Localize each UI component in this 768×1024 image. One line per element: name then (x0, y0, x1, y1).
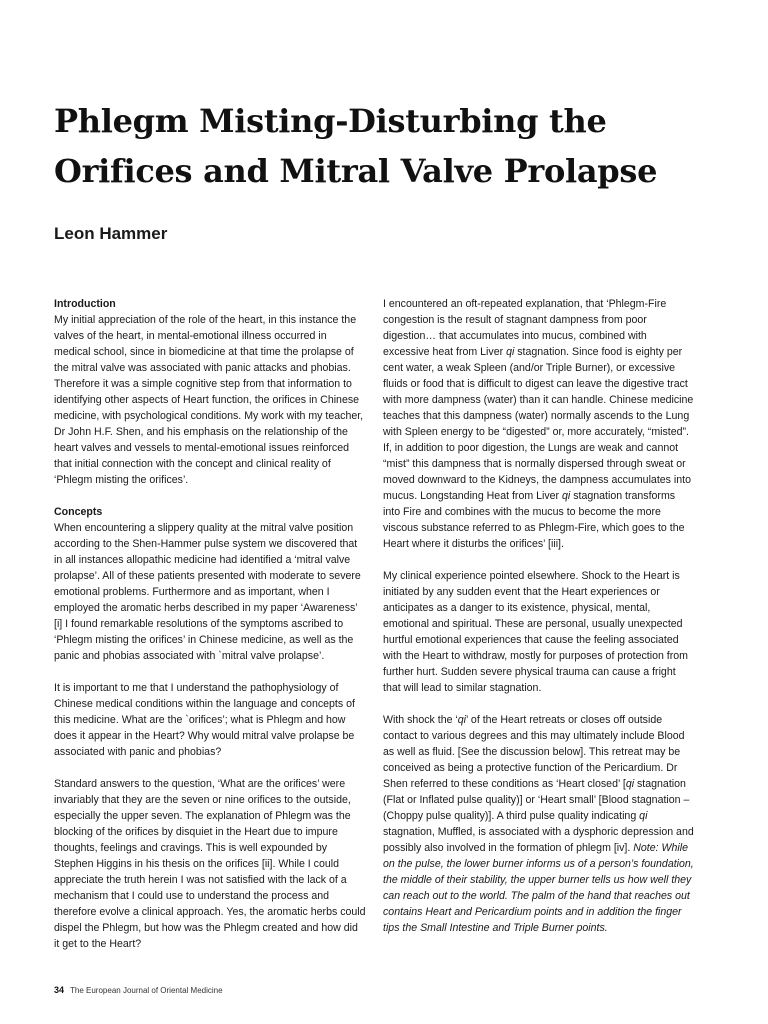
italic-term: qi (625, 778, 635, 790)
italic-note: Note: While on the pulse, the lower burner informs us of a person’s foundation, the middle of their stability, the upper burner tells us how well they can reach out to the world. The palm of the hand that reaches out contains Heart and Pericardium points and in addition the finger tips the Small Intestine and Triple Burner points. (383, 842, 694, 934)
text-run: stagnation (Flat or Inflated pulse quality)] or ‘Heart small’ [Blood stagnation – (Choppy pulse quality)]. A third pulse quality indicating (383, 778, 690, 822)
page-footer (54, 985, 223, 995)
italic-term: qi (457, 714, 467, 726)
text-run: With shock the ‘ (383, 714, 458, 726)
paragraph (383, 296, 695, 552)
paragraph: My clinical experience pointed elsewhere. Shock to the Heart is initiated by any sudden event that the Heart experiences or anticipates as a danger to its existence, physical, mental, emotional and spiritual. These are personal, usually unexpected hurtful emotional experiences that cause the feeling associated with the Heart to withdraw, mostly for purposes of protection from further hurt. Sudden severe physical trauma can cause a fright that will lead to similar stagnation. (383, 570, 688, 694)
paragraph: Standard answers to the question, ‘What are the orifices’ were invariably that they are the seven or nine orifices to the outside, especially the upper seven. The explanation of Phlegm was the blocking of the orifices by disquiet in the Heart due to impure thoughts, feelings and cravings. This is well expounded by Stephen Higgins in his thesis on the orifices [ii]. While I could appreciate the truth herein I was not satisfied with the lack of a mechanism that I could use to understand the process and therefore evolve a clinical approach. Yes, the aromatic herbs could dispel the Phlegm, but how was the Phlegm created and how did it get to the Heart? (54, 778, 366, 950)
italic-term: qi (506, 346, 515, 358)
italic-term: qi (562, 490, 571, 502)
paragraph: It is important to me that I understand the pathophysiology of Chinese medical conditions within the language and concepts of this medicine. What are the `orifices’; what is Phlegm and how does it appear in the Heart? Why would mitral valve prolapse be associated with panic and phobias? (54, 682, 355, 758)
concepts-text: When encountering a slippery quality at the mitral valve position according to the Shen-Hammer pulse system we discovered that in all instances allopathic medicine had identified a ‘mitral valve prolapse’. All of these patients presented with moderate to severe emotional problems. Furthermore and as important, when I employed the aromatic herbs described in my paper ‘Awareness’ [i] I found remarkable resolutions of the symptoms ascribed to ‘Phlegm misting the orifices’ in Chinese medicine, as well as the panic and phobias associated with `mitral valve prolapse’. (54, 522, 361, 662)
introduction-section (54, 296, 366, 488)
text-run: stagnation. Since food is eighty per cent water, a weak Spleen (and/or Triple Burner), or excessive fluids or food that is difficult to digest can leave the digestive tract with more dampness (water) than it can handle. Chinese medicine teaches that this dampness (water) normally ascends to the Lung with Spleen energy to be “digested” or, more accurately, “misted”. If, in addition to poor digestion, the Lungs are weak and cannot “mist” this dampness that is normally dispersed through sweat or moved downward to the Kidneys, the dampness accumulates into mucus. Longstanding Heat from Liver (383, 346, 694, 502)
right-column (383, 296, 695, 952)
page-number: 34 (54, 985, 65, 995)
article-title: Phlegm Misting-Disturbing the Orifices and Mitral Valve Prolapse (54, 102, 658, 190)
author-name: Leon Hammer (54, 224, 168, 243)
introduction-text: My initial appreciation of the role of the heart, in this instance the valves of the heart, in mental-emotional illness occurred in medical school, since in biomedicine at that time the prolapse of the mitral valve was associated with panic attacks and phobias. Therefore it was a simple cognitive step from that information to identifying other aspects of Heart function, the orifices in Chinese medicine, with psychological conditions. My work with my teacher, Dr John H.F. Shen, and his emphasis on the relationship of the heart valves and vessels to mental-emotional issues reinforced that initial connection with the concept and clinical reality of ‘Phlegm misting the orifices’. (54, 314, 364, 486)
concepts-section (54, 504, 366, 664)
concepts-heading: Concepts (54, 506, 103, 518)
italic-term: qi (639, 810, 648, 822)
journal-name: The European Journal of Oriental Medicine (70, 986, 223, 995)
text-run: ’ of the Heart retreats or closes off outside contact to various degrees and this may ultimately include Blood as well as fluid. [See the discussion below]. This retreat may be conceived as being a protective function of the Pericardium. Dr Shen referred to these conditions as ‘Heart closed’ [ (383, 714, 685, 790)
text-run: I encountered an oft-repeated explanation, that ‘Phlegm-Fire congestion is the result of stagnant dampness from poor digestion… that accumulates into mucus, combined with excessive heat from Liver (383, 298, 667, 358)
left-column (54, 296, 366, 968)
text-run: stagnation, Muffled, is associated with a dysphoric depression and possibly also involved in the formation of phlegm [iv]. (383, 826, 694, 854)
text-run: stagnation transforms into Fire and combines with the mucus to become the more viscous substance referred to as Phlegm-Fire, which goes to the Heart where it disturbs the orifices’ [iii]. (383, 490, 685, 550)
introduction-heading: Introduction (54, 298, 116, 310)
paragraph (383, 712, 695, 936)
